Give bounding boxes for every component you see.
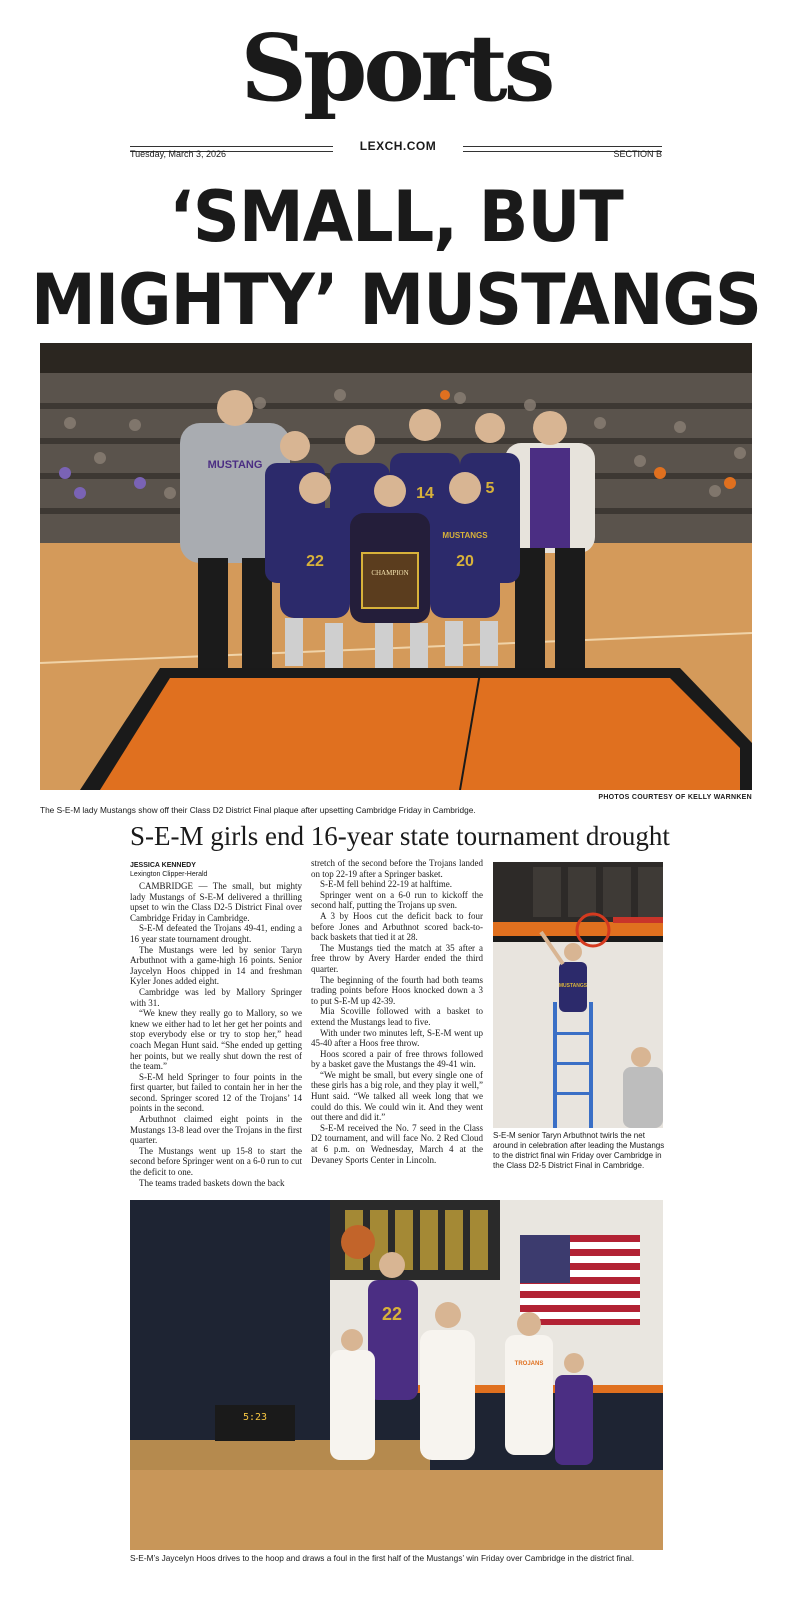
- story-paragraph: The Mustangs were led by senior Taryn Arbuthnot with a game-high 16 points. Senior Jaycelyn Hoos chipped in 14 and freshman Kyler Jones added eight.: [130, 944, 302, 987]
- story-paragraph: The Mustangs tied the match at 35 after a free throw by Avery Harder ended the third quarter.: [311, 942, 483, 974]
- masthead-title: Sports: [240, 14, 552, 122]
- team-photo: [40, 343, 752, 790]
- story-paragraph: S-E-M defeated the Trojans 49-41, ending a 16 year state tournament drought.: [130, 923, 302, 944]
- net-photo-caption: S-E-M senior Taryn Arbuthnot twirls the net around in celebration after leading the Mustangs to the district final win Friday over Cambridge in the Class D2-5 District Final in Cambridge.: [493, 1131, 665, 1170]
- story-paragraph: A 3 by Hoos cut the deficit back to four before Jones and Arbuthnot scored back-to-back baskets that tied it at 28.: [311, 910, 483, 943]
- jersey-number: 20: [456, 553, 474, 570]
- story-paragraph: Hoos scored a pair of free throws followed by a basket gave the Mustangs the 49-41 win.: [311, 1048, 483, 1070]
- photo-credit: PHOTOS COURTESY OF KELLY WARNKEN: [598, 794, 752, 801]
- coach-shirt-text: MUSTANG: [207, 459, 263, 471]
- plaque-text: CHAMPION: [371, 569, 409, 577]
- jersey-number: 22: [306, 553, 324, 570]
- story-paragraph: The beginning of the fourth had both teams trading points before Hoos knocked down a 3 to put S-E-M up 42-39.: [311, 974, 483, 1006]
- story-paragraph: CAMBRIDGE — The small, but mighty lady Mustangs of S-E-M delivered a thrilling upset to win the Class D2-5 District Final over Cambridge Friday in Cambridge.: [130, 881, 302, 923]
- story-subhead: S-E-M girls end 16-year state tournament drought: [130, 821, 670, 851]
- action-photo-caption: S-E-M’s Jaycelyn Hoos drives to the hoop and draws a foul in the first half of the Mustangs’ win Friday over Cambridge in the district final.: [130, 1553, 635, 1563]
- section-label: SECTION B: [613, 149, 662, 159]
- jersey-text: MUSTANGS: [442, 531, 488, 540]
- story-paragraph: Mia Scoville followed with a basket to extend the Mustangs lead to five.: [311, 1006, 483, 1027]
- story-paragraph: With under two minutes left, S-E-M went up 45-40 after a Hoos free throw.: [311, 1027, 483, 1049]
- story-paragraph: Springer went on a 6-0 run to kickoff the second half, putting the Trojans up sven.: [311, 889, 483, 911]
- headline-line-2: MIGHTY’ MUSTANGS: [30, 259, 762, 341]
- story-paragraph: S-E-M fell behind 22-19 at halftime.: [320, 879, 452, 890]
- author-outlet: Lexington Clipper-Herald: [130, 871, 208, 878]
- headline-line-1: ‘SMALL, BUT: [169, 176, 623, 258]
- main-photo-caption: The S-E-M lady Mustangs show off their Class D2 District Final plaque after upsetting Cambridge Friday in Cambridge.: [40, 805, 476, 815]
- story-paragraph: “We knew they really go to Mallory, so we knew we either had to let her get her points and stop everybody else or try to stop her,” head coach Megan Hunt said. “She ended up getting her points, but we really shut down the rest of the team.”: [130, 1008, 302, 1072]
- story-paragraph: stretch of the second before the Trojans landed on top 22-19 after a Springer basket.: [311, 858, 483, 879]
- story-paragraph: S-E-M received the No. 7 seed in the Class D2 tournament, and will face No. 2 Red Cloud at 6 p.m. on Wednesday, March 4 at the Devaney Sports Center in Lincoln.: [311, 1122, 483, 1165]
- story-paragraph: S-E-M held Springer to four points in the first quarter, but failed to contain her in her the second. Springer scored 12 of the Trojans’ 14 points in the second.: [130, 1071, 302, 1114]
- action-photo: [130, 1200, 663, 1550]
- site-url[interactable]: LEXCH.COM: [359, 139, 437, 153]
- story-paragraph: Arbuthnot claimed eight points in the Mustangs 13-8 lead over the Trojans in the first quarter.: [130, 1114, 302, 1146]
- story-paragraph: The Mustangs went up 15-8 to start the second before Springer went on a 6-0 run to cut the deficit to one.: [130, 1145, 302, 1178]
- story-column-1: [130, 881, 302, 1188]
- story-column-2: [311, 858, 483, 1165]
- jersey-text: MUSTANGS: [558, 983, 588, 989]
- jersey-number: 14: [416, 485, 434, 502]
- author-name: JESSICA KENNEDY: [130, 862, 196, 869]
- player-number: 22: [381, 1304, 403, 1324]
- byline: [130, 861, 207, 879]
- story-paragraph: “We might be small, but every single one of these girls has a big role, and they play it well,” Hunt said. “We talked all week long that we could do this. We could win it. And they went out there and did it.”: [311, 1069, 483, 1123]
- story-paragraph: Cambridge was led by Mallory Springer with 31.: [130, 986, 302, 1008]
- net-cutting-photo: [493, 862, 663, 1128]
- scoreboard-clock: 5:23: [242, 1412, 268, 1423]
- dateline: [130, 149, 662, 159]
- opponent-jersey-text: TROJANS: [514, 1361, 544, 1367]
- issue-date: Tuesday, March 3, 2026: [130, 149, 227, 159]
- story-paragraph: The teams traded baskets down the back: [139, 1177, 285, 1188]
- jersey-number: 5: [485, 480, 495, 497]
